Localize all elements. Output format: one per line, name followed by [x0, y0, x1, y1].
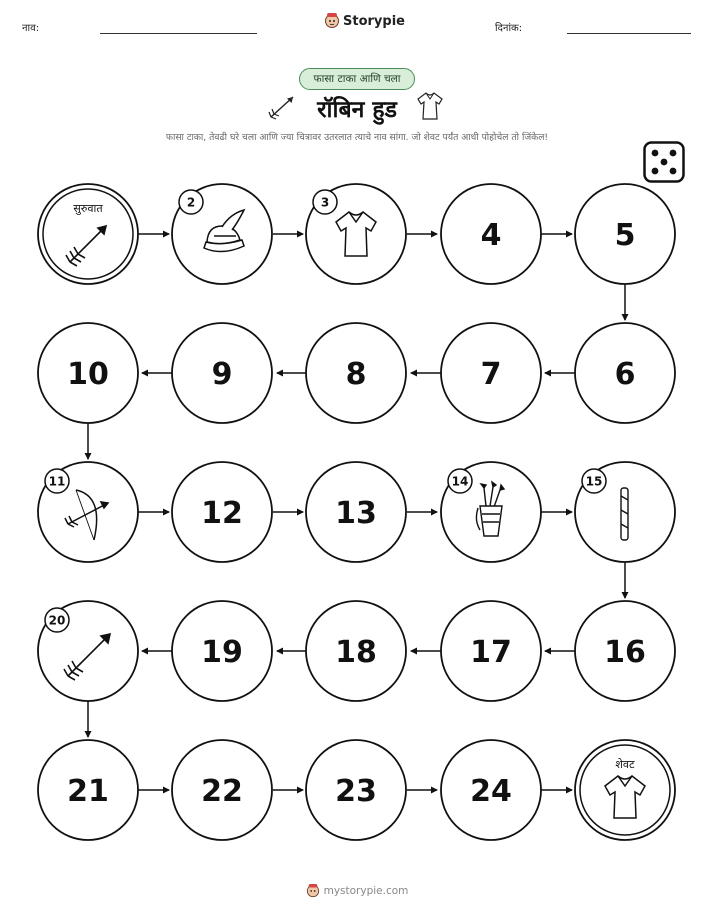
- square-22: [172, 740, 272, 840]
- square-16: [575, 601, 675, 701]
- square-number: 5: [614, 218, 636, 253]
- square-number: 20: [48, 613, 66, 628]
- square-number: 23: [335, 774, 377, 809]
- end-square: [575, 740, 675, 840]
- square-3: [306, 184, 406, 284]
- square-number: 15: [585, 474, 603, 489]
- square-number: 7: [480, 357, 502, 392]
- square-21: [38, 740, 138, 840]
- square-18: [306, 601, 406, 701]
- square-number: 4: [480, 218, 502, 253]
- square-number: 10: [67, 357, 109, 392]
- square-20: [38, 601, 138, 701]
- square-6: [575, 323, 675, 423]
- square-24: [441, 740, 541, 840]
- name-label: नाव:: [22, 23, 40, 34]
- square-number: 22: [201, 774, 243, 809]
- square-17: [441, 601, 541, 701]
- square-9: [172, 323, 272, 423]
- square-10: [38, 323, 138, 423]
- square-5: [575, 184, 675, 284]
- square-19: [172, 601, 272, 701]
- square-7: [441, 323, 541, 423]
- square-number: 17: [470, 635, 512, 670]
- square-4: [441, 184, 541, 284]
- square-number: 16: [604, 635, 646, 670]
- square-2: [172, 184, 272, 284]
- storypie-mascot-icon: [306, 883, 320, 899]
- square-number: 6: [614, 357, 636, 392]
- square-number: 21: [67, 774, 109, 809]
- square-number: 19: [201, 635, 243, 670]
- square-number: 11: [48, 474, 66, 489]
- game-type-badge: फासा टाका आणि चला: [299, 68, 415, 90]
- brand-name: Storypie: [343, 13, 405, 29]
- square-number: 3: [320, 195, 330, 210]
- square-8: [306, 323, 406, 423]
- square-number: 2: [186, 195, 196, 210]
- square-number: 9: [211, 357, 233, 392]
- date-label: दिनांक:: [495, 23, 523, 34]
- square-23: [306, 740, 406, 840]
- square-15: [575, 462, 675, 562]
- footer: [0, 883, 714, 899]
- square-12: [172, 462, 272, 562]
- square-number: 13: [335, 496, 377, 531]
- start-square: [38, 184, 138, 284]
- instructions: फासा टाका, तेवढी घरे चला आणि ज्या चित्रावर उतरलात त्याचे नाव सांगा. जो शेवट पर्यंत आधी पोहोचेल तो जिंकेल!: [165, 132, 549, 143]
- square-number: 24: [470, 774, 512, 809]
- footer-url[interactable]: mystorypie.com: [323, 885, 409, 897]
- square-13: [306, 462, 406, 562]
- staff-icon: [621, 488, 628, 540]
- square-11: [38, 462, 138, 562]
- square-number: 14: [451, 474, 469, 489]
- square-14: [441, 462, 541, 562]
- square-number: 18: [335, 635, 377, 670]
- square-number: 12: [201, 496, 243, 531]
- square-number: 8: [345, 357, 367, 392]
- start-label: सुरुवात: [73, 202, 103, 215]
- end-label: शेवट: [615, 758, 635, 771]
- page-title: रॉबिन हुड: [317, 97, 397, 123]
